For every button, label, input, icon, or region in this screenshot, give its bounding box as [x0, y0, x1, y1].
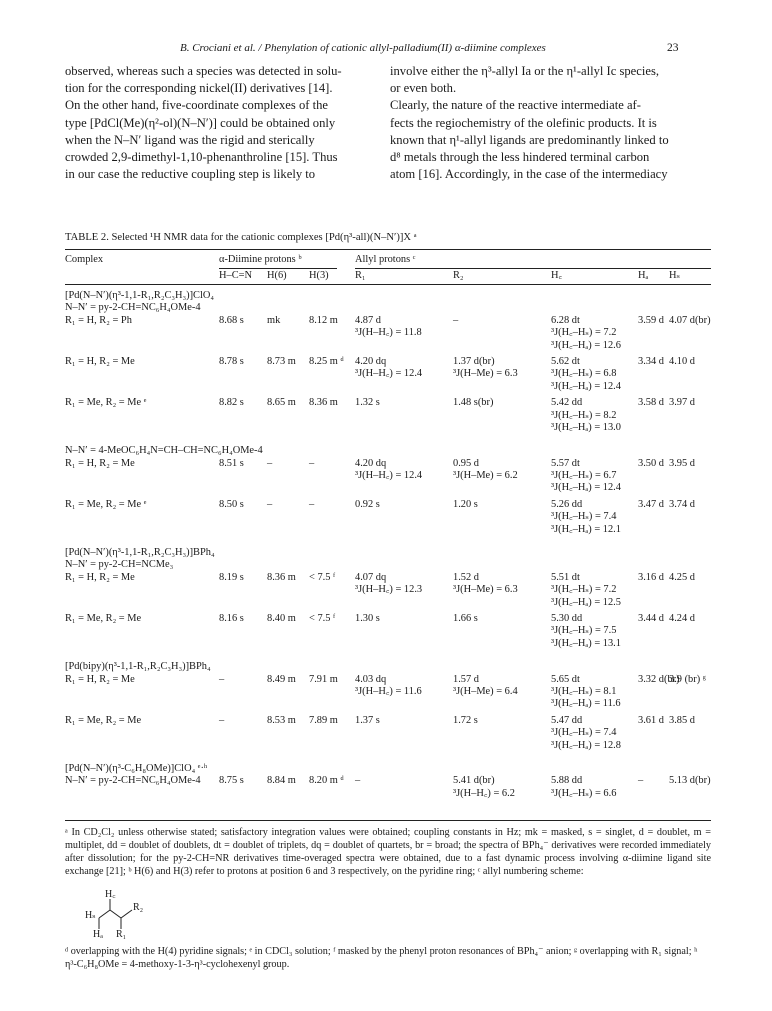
- cell-complex: R₁ = Me, R₂ = Me: [65, 612, 142, 624]
- table-section-title: [Pd(bipy)(η³-1,1-R₁,R₂C₃H₃)]BPh₄: [65, 661, 211, 673]
- body-text-line: observed, whereas such a species was detected in solu-: [65, 64, 342, 78]
- body-text-line: in our case the reductive coupling step is likely to: [65, 167, 316, 182]
- col-header-h6: H(6): [267, 270, 287, 281]
- cell-r1: 1.32 s: [355, 397, 380, 409]
- cell-hc: 5.57 dt: [551, 457, 580, 469]
- body-text-line: type [PdCl(Me)(η²-ol)(N–N′)] could be obtained only: [65, 115, 336, 130]
- cell-hcn: –: [219, 714, 225, 726]
- cell-r2: 1.52 d: [453, 571, 479, 583]
- col-header-complex: Complex: [65, 254, 104, 265]
- nmr-table: [65, 254, 711, 804]
- cell-ha: 3.32 d(br): [638, 673, 680, 685]
- table-footnote-a: [65, 826, 711, 878]
- scheme-label-hs: Hₛ: [85, 910, 96, 921]
- page-header: [0, 42, 772, 58]
- col-header-r2: R₂: [453, 270, 464, 281]
- cell-r2: 1.57 d: [453, 673, 479, 685]
- table-row: [65, 613, 711, 650]
- cell-h6: 8.36 m: [267, 571, 296, 583]
- cell-r2: 1.20 s: [453, 498, 478, 510]
- cell-r2: 1.37 d(br): [453, 355, 495, 367]
- cell-hc: 5.47 dd: [551, 714, 583, 726]
- body-text-line: On the other hand, five-coordinate complexes of the: [65, 98, 328, 113]
- cell-hc: 5.65 dt: [551, 673, 580, 685]
- cell-hc: ³J(H꜀–Hₐ) = 12.8: [551, 739, 621, 751]
- body-text-line: fects the regiochemistry of the olefinic products. It is: [390, 115, 657, 130]
- table-group-header: [65, 254, 711, 268]
- cell-hc: 5.26 dd: [551, 498, 583, 510]
- cell-hs: 3.74 d: [669, 498, 695, 510]
- cell-hs: 4.07 d(br): [669, 314, 711, 326]
- cell-hc: ³J(H꜀–Hₛ) = 7.4: [551, 727, 617, 739]
- running-head: B. Crociani et al. / Phenylation of cationic allyl-palladium(II) α-diimine complexes: [180, 42, 546, 54]
- cell-h3: 8.36 m: [309, 397, 338, 409]
- cell-hc: ³J(H꜀–Hₛ) = 6.7: [551, 470, 617, 482]
- footnote-a-text: ᵃ In CD₂Cl₂ unless otherwise stated; satisfactory integration values were obtained; coupling constants in Hz; mk = masked, s = singlet, d = doublet, m = multiplet, dd = doublet of doublets, dt = doublet of triplets, dq = doublet of quartets, br = broad; the spectra of BPh₄⁻ derivatives were recorded immediately after dissolution; for the py-2-CH=NR derivatives time-overaged spectra were obtained, due to a fast dynamic process involving α-diimine ligand site exchange [21]; ᵇ H(6) and H(3) refer to protons at position 6 and 3 respectively, on the pyridine ring; ᶜ allyl numbering scheme:: [65, 827, 711, 877]
- table-row: [65, 458, 711, 495]
- col-header-hcn: H–C=N: [219, 270, 252, 281]
- table-row: [65, 715, 711, 752]
- col-header-hs: Hₛ: [669, 270, 681, 281]
- cell-r1: 4.03 dq: [355, 673, 387, 685]
- cell-hs: 4.24 d: [669, 612, 695, 624]
- table-bottom-rule: [65, 820, 711, 821]
- table-row: [65, 315, 711, 352]
- cell-r2: –: [453, 314, 459, 326]
- cell-complex: N–N′ = py-2-CH=NC₆H₄OMe-4: [65, 775, 201, 787]
- cell-hc: 5.88 dd: [551, 775, 583, 787]
- cell-hc: ³J(H꜀–Hₛ) = 8.2: [551, 409, 617, 421]
- cell-hcn: 8.51 s: [219, 457, 244, 469]
- cell-h6: 8.84 m: [267, 775, 296, 787]
- cell-complex: R₁ = H, R₂ = Me: [65, 571, 135, 583]
- body-column-left: [65, 63, 396, 183]
- table-section-title: [Pd(N–N′)(η³-1,1-R₁,R₂C₃H₃)]ClO₄: [65, 290, 214, 301]
- cell-hc: ³J(H꜀–Hₛ) = 7.2: [551, 327, 617, 339]
- cell-r2: ³J(H–Me) = 6.3: [453, 584, 518, 596]
- allyl-numbering-scheme: [85, 885, 155, 945]
- cell-r1: ³J(H–H꜀) = 12.3: [355, 584, 423, 596]
- cell-hcn: 8.16 s: [219, 612, 244, 624]
- table-section-title: [Pd(N–N′)(η³-1,1-R₁,R₂C₃H₃)]BPh₄: [65, 547, 215, 559]
- col-header-ha: Hₐ: [638, 270, 649, 281]
- cell-ha: 3.50 d: [638, 457, 664, 469]
- col-header-allyl: Allyl protons ᶜ: [355, 254, 416, 265]
- cell-complex: R₁ = H, R₂ = Me: [65, 673, 135, 685]
- table-row: [65, 499, 711, 536]
- cell-ha: 3.58 d: [638, 397, 664, 409]
- cell-r1: ³J(H–H꜀) = 12.4: [355, 368, 423, 380]
- cell-ha: 3.61 d: [638, 714, 664, 726]
- cell-hcn: 8.19 s: [219, 571, 244, 583]
- cell-ha: –: [638, 775, 644, 787]
- table-footnote-d: [65, 945, 711, 971]
- table-row: [65, 775, 711, 800]
- cell-h6: 8.49 m: [267, 673, 296, 685]
- cell-r1: 1.37 s: [355, 714, 380, 726]
- cell-r2: 1.66 s: [453, 612, 478, 624]
- cell-hcn: 8.50 s: [219, 498, 244, 510]
- cell-hs: 3.9 (br) ᵍ: [669, 673, 706, 685]
- body-text-line: Clearly, the nature of the reactive intermediate af-: [390, 98, 641, 113]
- table-row: [65, 572, 711, 609]
- scheme-label-r1: R₁: [116, 929, 127, 940]
- cell-complex: R₁ = Me, R₂ = Me ᵉ: [65, 498, 147, 510]
- cell-hc: ³J(H꜀–Hₐ) = 13.0: [551, 421, 621, 433]
- cell-r1: 4.07 dq: [355, 571, 387, 583]
- table-section-title: N–N′ = py-2-CH=NCMe₃: [65, 559, 174, 571]
- cell-h3: 8.20 m ᵈ: [309, 775, 344, 787]
- cell-hc: ³J(H꜀–Hₐ) = 11.6: [551, 698, 621, 710]
- cell-h6: 8.40 m: [267, 612, 296, 624]
- table-section-title: N–N′ = 4-MeOC₆H₄N=CH–CH=NC₆H₄OMe-4: [65, 445, 263, 457]
- body-column-right: [390, 63, 726, 183]
- cell-hs: 3.85 d: [669, 714, 695, 726]
- cell-r1: 4.20 dq: [355, 457, 387, 469]
- cell-r1: –: [355, 775, 361, 787]
- table-section-title: [Pd(N–N′)(η³-C₆H₈OMe)]ClO₄ ᵉ·ʰ: [65, 762, 208, 774]
- cell-hc: ³J(H꜀–Hₛ) = 7.4: [551, 511, 617, 523]
- cell-hc: ³J(H꜀–Hₐ) = 12.4: [551, 482, 621, 494]
- table-row: [65, 674, 711, 711]
- cell-r2: 1.48 s(br): [453, 397, 494, 409]
- cell-h3: 7.91 m: [309, 673, 338, 685]
- cell-h3: –: [309, 457, 315, 469]
- body-text-line: when the N–N′ ligand was the rigid and sterically: [65, 132, 315, 147]
- body-text-line: known that η¹-allyl ligands are predominantly linked to: [390, 132, 669, 147]
- body-text-line: tion for the corresponding nickel(II) derivatives [14].: [65, 81, 333, 96]
- cell-r1: ³J(H–H꜀) = 11.6: [355, 685, 422, 697]
- cell-hc: ³J(H꜀–Hₐ) = 12.1: [551, 523, 621, 535]
- cell-hcn: 8.78 s: [219, 355, 244, 367]
- cell-r2: ³J(H–Me) = 6.2: [453, 470, 518, 482]
- table-sub-header: [65, 268, 711, 284]
- cell-complex: R₁ = H, R₂ = Me: [65, 457, 135, 469]
- cell-h6: mk: [267, 314, 281, 326]
- cell-r2: 5.41 d(br): [453, 775, 495, 787]
- cell-ha: 3.16 d: [638, 571, 664, 583]
- cell-hs: 4.10 d: [669, 355, 695, 367]
- cell-ha: 3.47 d: [638, 498, 664, 510]
- allyl-header-rule: [355, 268, 711, 269]
- table-row: [65, 397, 711, 434]
- cell-hc: ³J(H꜀–Hₛ) = 6.6: [551, 787, 617, 799]
- cell-hc: ³J(H꜀–Hₛ) = 8.1: [551, 685, 617, 697]
- col-header-diimine: α-Diimine protons ᵇ: [219, 254, 302, 265]
- cell-hs: 3.95 d: [669, 457, 695, 469]
- table-section-title: N–N′ = py-2-CH=NC₆H₄OMe-4: [65, 302, 201, 314]
- cell-h3: 8.25 m ᵈ: [309, 355, 344, 367]
- cell-h3: 8.12 m: [309, 314, 338, 326]
- cell-hc: ³J(H꜀–Hₛ) = 7.2: [551, 584, 617, 596]
- cell-r1: 4.20 dq: [355, 355, 387, 367]
- cell-r2: ³J(H–H꜀) = 6.2: [453, 787, 515, 799]
- cell-r1: 0.92 s: [355, 498, 380, 510]
- body-text-line: d⁸ metals through the less hindered terminal carbon: [390, 150, 650, 165]
- col-header-hc: H꜀: [551, 270, 563, 281]
- cell-r1: ³J(H–H꜀) = 11.8: [355, 327, 422, 339]
- cell-hc: ³J(H꜀–Hₛ) = 7.5: [551, 625, 617, 637]
- cell-hc: ³J(H꜀–Hₐ) = 13.1: [551, 637, 621, 649]
- table-top-rule: [65, 249, 711, 250]
- cell-hc: ³J(H꜀–Hₛ) = 6.8: [551, 368, 617, 380]
- cell-hcn: 8.68 s: [219, 314, 244, 326]
- cell-complex: R₁ = H, R₂ = Ph: [65, 314, 132, 326]
- cell-complex: R₁ = Me, R₂ = Me ᵉ: [65, 397, 147, 409]
- cell-hcn: 8.82 s: [219, 397, 244, 409]
- cell-r2: 1.72 s: [453, 714, 478, 726]
- cell-h3: 7.89 m: [309, 714, 338, 726]
- body-text-line: atom [16]. Accordingly, in the case of the intermediacy: [390, 167, 668, 182]
- cell-r2: ³J(H–Me) = 6.4: [453, 685, 518, 697]
- cell-r2: 0.95 d: [453, 457, 479, 469]
- cell-h6: –: [267, 457, 273, 469]
- cell-h6: 8.73 m: [267, 355, 296, 367]
- cell-h6: –: [267, 498, 273, 510]
- cell-complex: R₁ = H, R₂ = Me: [65, 355, 135, 367]
- col-header-h3: H(3): [309, 270, 329, 281]
- cell-hc: 5.51 dt: [551, 571, 580, 583]
- cell-hcn: 8.75 s: [219, 775, 244, 787]
- cell-h3: < 7.5 ᶠ: [309, 612, 336, 624]
- cell-hs: 5.13 d(br): [669, 775, 711, 787]
- scheme-label-ha: Hₐ: [93, 929, 103, 940]
- cell-hc: 5.42 dd: [551, 397, 583, 409]
- diimine-header-rule: [219, 268, 337, 269]
- cell-r1: ³J(H–H꜀) = 12.4: [355, 470, 423, 482]
- body-text-line: crowded 2,9-dimethyl-1,10-phenanthroline [15]. Thus: [65, 150, 338, 165]
- cell-hs: 3.97 d: [669, 397, 695, 409]
- cell-hc: ³J(H꜀–Hₐ) = 12.6: [551, 339, 621, 351]
- cell-r2: ³J(H–Me) = 6.3: [453, 368, 518, 380]
- scheme-label-r2: R₂: [133, 902, 144, 913]
- cell-hc: 5.62 dt: [551, 355, 580, 367]
- cell-hc: ³J(H꜀–Hₐ) = 12.5: [551, 596, 621, 608]
- body-text-line: or even both.: [390, 81, 457, 96]
- cell-r1: 4.87 d: [355, 314, 381, 326]
- cell-hc: ³J(H꜀–Hₐ) = 12.4: [551, 380, 621, 392]
- col-header-r1: R₁: [355, 270, 366, 281]
- footnote-d-text: ᵈ overlapping with the H(4) pyridine signals; ᵉ in CDCl₃ solution; ᶠ masked by the phenyl proton resonances of BPh₄⁻ anion; ᵍ overlapping with R₁ signal; ʰ η³-C₆H₈OMe = 4-methoxy-1-3-η³-cyclohexenyl group.: [65, 946, 698, 970]
- cell-ha: 3.59 d: [638, 314, 664, 326]
- scheme-label-hc: H꜀: [105, 889, 116, 900]
- table-caption: TABLE 2. Selected ¹H NMR data for the cationic complexes [Pd(η³-all)(N–N′)]X ᵃ: [65, 232, 417, 243]
- page-number: 23: [667, 42, 679, 54]
- cell-ha: 3.34 d: [638, 355, 664, 367]
- table-body: [65, 289, 711, 804]
- cell-h3: < 7.5 ᶠ: [309, 571, 336, 583]
- table-row: [65, 356, 711, 393]
- cell-h3: –: [309, 498, 315, 510]
- cell-ha: 3.44 d: [638, 612, 664, 624]
- cell-hc: 6.28 dt: [551, 314, 580, 326]
- body-text-line: involve either the η³-allyl Ia or the η¹-allyl Ic species,: [390, 64, 660, 78]
- cell-h6: 8.53 m: [267, 714, 296, 726]
- cell-hc: 5.30 dd: [551, 612, 583, 624]
- cell-r1: 1.30 s: [355, 612, 380, 624]
- cell-complex: R₁ = Me, R₂ = Me: [65, 714, 142, 726]
- cell-hcn: –: [219, 673, 225, 685]
- cell-hs: 4.25 d: [669, 571, 695, 583]
- cell-h6: 8.65 m: [267, 397, 296, 409]
